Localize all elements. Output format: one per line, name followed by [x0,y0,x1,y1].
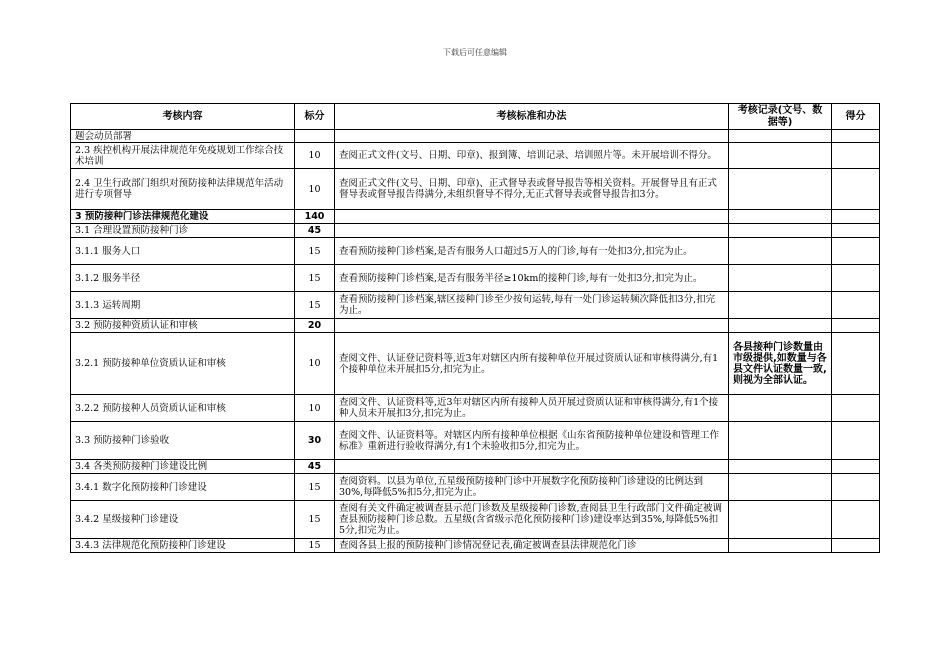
row-points [832,130,880,143]
table-row [71,169,880,210]
row-record [729,460,832,474]
row-score: 15 [295,265,335,292]
row-standard [335,460,729,474]
row-score [295,130,335,143]
table-row [71,422,880,460]
table-row [71,224,880,238]
row-standard [335,130,729,143]
assessment-table [70,103,880,553]
row-score: 15 [295,539,335,553]
row-record [729,265,832,292]
row-score: 10 [295,143,335,169]
row-standard: 查看预防接种门诊档案,辖区接种门诊至少按旬运转,每有一处门诊运转频次降低扣3分,扣完为止。 [335,292,729,319]
table-row [71,143,880,169]
row-content: 3.1.2 服务半径 [71,265,295,292]
row-score: 15 [295,292,335,319]
row-score: 30 [295,422,335,460]
row-score: 10 [295,395,335,422]
row-points [832,422,880,460]
row-points [832,210,880,224]
row-points [832,238,880,265]
row-content: 3.4.3 法律规范化预防接种门诊建设 [71,539,295,553]
row-points [832,169,880,210]
row-score: 45 [295,224,335,238]
table-row [71,292,880,319]
row-standard: 查阅文件、认证资料等。对辖区内所有接种单位根据《山东省预防接种单位建设和管理工作标准》重新进行验收得满分,有1个未验收扣5分,扣完为止。 [335,422,729,460]
row-record [729,130,832,143]
row-points [832,395,880,422]
header-score: 标分 [295,104,335,130]
table-header-row [71,104,880,130]
row-standard: 查阅文件、认证资料等,近3年对辖区内所有接种人员开展过资质认证和审核得满分,有1个接种人员未开展扣3分,扣完为止。 [335,395,729,422]
row-points [832,319,880,333]
row-standard: 查阅文件、认证登记资料等,近3年对辖区内所有接种单位开展过资质认证和审核得满分,有1个接种单位未开展扣5分,扣完为止。 [335,333,729,395]
row-record [729,501,832,539]
row-score: 15 [295,238,335,265]
row-points [832,265,880,292]
row-standard: 查阅正式文件(文号、日期、印章)、正式督导表或督导报告等相关资料。开展督导且有正式督导表或督导报告得满分,未组织督导不得分,无正式督导表或督导报告扣3分。 [335,169,729,210]
row-points [832,143,880,169]
row-score: 45 [295,460,335,474]
row-content: 3 预防接种门诊法律规范化建设 [71,210,295,224]
row-content: 3.1.1 服务人口 [71,238,295,265]
row-content: 3.1.3 运转周期 [71,292,295,319]
table-row [71,319,880,333]
table-row [71,539,880,553]
table-row [71,238,880,265]
table-row [71,501,880,539]
row-record [729,238,832,265]
row-record [729,422,832,460]
row-content: 3.1 合理设置预防接种门诊 [71,224,295,238]
row-standard [335,319,729,333]
row-standard [335,224,729,238]
row-standard: 查阅资料。以县为单位,五星级预防接种门诊中开展数字化预防接种门诊建设的比例达到30%,每降低5%扣5分,扣完为止。 [335,474,729,501]
row-score: 15 [295,501,335,539]
row-points [832,460,880,474]
row-standard: 查阅各县上报的预防接种门诊情况登记表,确定被调查县法律规范化门诊 [335,539,729,553]
page-header: 下载后可任意编辑 [443,48,507,57]
row-points [832,333,880,395]
header-points: 得分 [832,104,880,130]
row-content: 3.2.1 预防接种单位资质认证和审核 [71,333,295,395]
header-standard: 考核标准和办法 [335,104,729,130]
row-standard: 查阅正式文件(文号、日期、印章)、报到簿、培训记录、培训照片等。未开展培训不得分。 [335,143,729,169]
row-content: 3.3 预防接种门诊验收 [71,422,295,460]
row-score: 15 [295,474,335,501]
row-record [729,474,832,501]
row-content: 3.4.1 数字化预防接种门诊建设 [71,474,295,501]
row-standard: 查看预防接种门诊档案,是否有服务半径≥10km的接种门诊,每有一处扣3分,扣完为止。 [335,265,729,292]
row-record [729,319,832,333]
row-record [729,169,832,210]
row-record [729,539,832,553]
row-score: 10 [295,169,335,210]
row-score: 10 [295,333,335,395]
row-content: 2.3 疾控机构开展法律规范年免疫规划工作综合技术培训 [71,143,295,169]
row-points [832,501,880,539]
row-content: 3.2.2 预防接种人员资质认证和审核 [71,395,295,422]
row-score: 20 [295,319,335,333]
row-content: 3.4.2 星级接种门诊建设 [71,501,295,539]
row-record: 各县接种门诊数量由市级提供,如数量与各县文件认证数量一致,则视为全部认证。 [729,333,832,395]
table-row [71,474,880,501]
row-content: 3.4 各类预防接种门诊建设比例 [71,460,295,474]
table-row [71,210,880,224]
row-record [729,143,832,169]
row-content: 2.4 卫生行政部门组织对预防接种法律规范年活动进行专项督导 [71,169,295,210]
row-record [729,395,832,422]
row-standard: 查看预防接种门诊档案,是否有服务人口超过5万人的门诊,每有一处扣3分,扣完为止。 [335,238,729,265]
row-record [729,292,832,319]
row-score: 140 [295,210,335,224]
row-points [832,539,880,553]
row-points [832,474,880,501]
table-row [71,460,880,474]
row-standard: 查阅有关文件确定被调查县示范门诊数及星级接种门诊数,查阅县卫生行政部门文件确定被调查县预防接种门诊总数。五星级(含省级示范化预防接种门诊)建设率达到35%,每降低5%扣5分,扣完为止。 [335,501,729,539]
table-row [71,333,880,395]
row-content: 3.2 预防接种资质认证和审核 [71,319,295,333]
row-record [729,224,832,238]
row-points [832,224,880,238]
row-standard [335,210,729,224]
header-content: 考核内容 [71,104,295,130]
row-points [832,292,880,319]
table-row [71,265,880,292]
header-record: 考核记录(文号、数据等) [729,104,832,130]
row-content: 题会动员部署 [71,130,295,143]
row-record [729,210,832,224]
table-row [71,395,880,422]
table-row [71,130,880,143]
